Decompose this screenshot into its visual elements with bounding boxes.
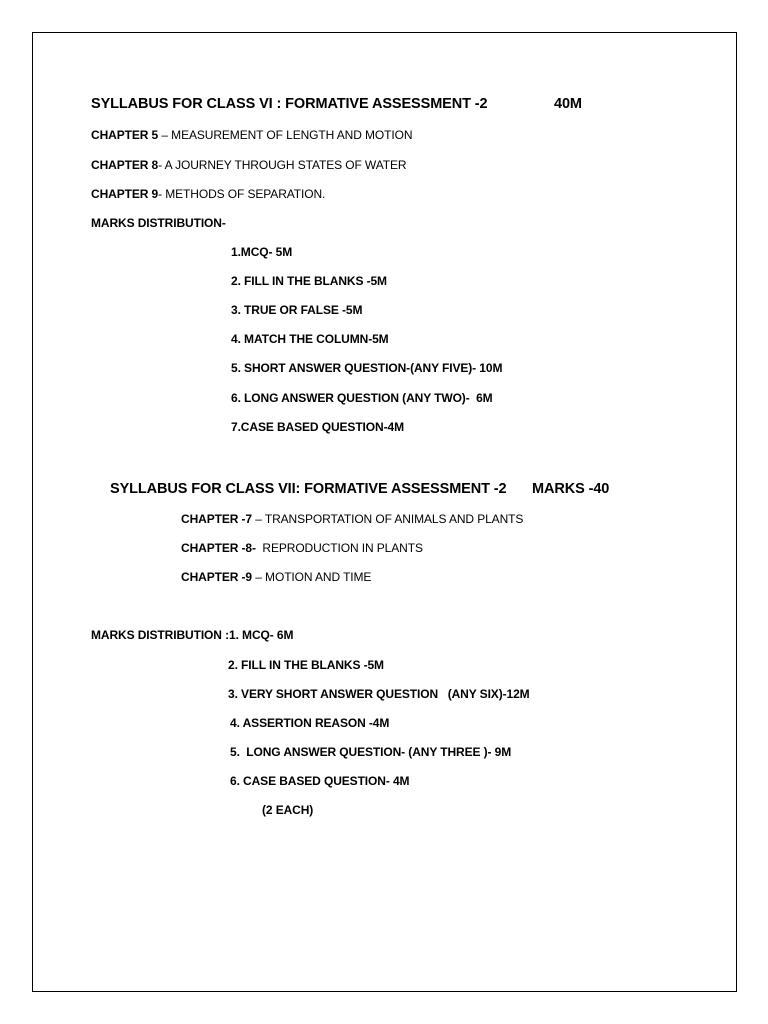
class7-marks-distribution-row: [91, 628, 293, 642]
class7-item-fill-blanks: 2. FILL IN THE BLANKS -5M: [228, 658, 384, 672]
class7-item-mcq: 1. MCQ- 6M: [229, 628, 294, 642]
chapter-title: – MOTION AND TIME: [252, 570, 372, 584]
class6-item-long-answer: 6. LONG ANSWER QUESTION (ANY TWO)- 6M: [231, 391, 493, 405]
class6-total-marks: 40M: [554, 96, 582, 112]
chapter-label: CHAPTER -7: [181, 512, 253, 526]
class6-chapter-9: [91, 187, 325, 201]
chapter-label: CHAPTER -9: [181, 570, 253, 584]
class7-item-long-answer: 5. LONG ANSWER QUESTION- (ANY THREE )- 9M: [230, 745, 512, 759]
chapter-title: - METHODS OF SEPARATION.: [158, 187, 326, 201]
class7-marks-distribution-label: MARKS DISTRIBUTION :: [91, 628, 229, 642]
class6-item-short-answer: 5. SHORT ANSWER QUESTION-(ANY FIVE)- 10M: [231, 361, 503, 375]
class6-item-true-false: 3. TRUE OR FALSE -5M: [231, 303, 363, 317]
chapter-title: - A JOURNEY THROUGH STATES OF WATER: [158, 158, 407, 172]
chapter-label: CHAPTER 9: [91, 187, 159, 201]
class6-chapter-8: [91, 158, 406, 172]
class7-item-assertion-reason: 4. ASSERTION REASON -4M: [230, 716, 390, 730]
class7-chapter-8: [181, 541, 423, 555]
class7-item-note: (2 EACH): [262, 803, 314, 817]
class6-title: SYLLABUS FOR CLASS VI : FORMATIVE ASSESSMENT -2: [91, 96, 488, 112]
chapter-label: CHAPTER 5: [91, 128, 159, 142]
class6-item-fill-blanks: 2. FILL IN THE BLANKS -5M: [231, 274, 387, 288]
class7-item-case-based: 6. CASE BASED QUESTION- 4M: [230, 774, 410, 788]
class7-total-marks: MARKS -40: [532, 481, 610, 497]
chapter-label: CHAPTER 8: [91, 158, 159, 172]
class7-title: SYLLABUS FOR CLASS VII: FORMATIVE ASSESSMENT -2: [110, 481, 507, 497]
chapter-title: – MEASUREMENT OF LENGTH AND MOTION: [158, 128, 413, 142]
chapter-title: – TRANSPORTATION OF ANIMALS AND PLANTS: [252, 512, 524, 526]
class6-chapter-5: [91, 128, 412, 142]
class6-marks-distribution-label: MARKS DISTRIBUTION-: [91, 216, 226, 230]
class6-item-match-column: 4. MATCH THE COLUMN-5M: [231, 332, 389, 346]
class7-chapter-9: [181, 570, 371, 584]
chapter-label: CHAPTER -8-: [181, 541, 256, 555]
class7-item-very-short-answer: 3. VERY SHORT ANSWER QUESTION (ANY SIX)-12M: [228, 687, 530, 701]
class6-item-mcq: 1.MCQ- 5M: [231, 245, 293, 259]
class7-chapter-7: [181, 512, 523, 526]
class6-item-case-based: 7.CASE BASED QUESTION-4M: [231, 420, 404, 434]
chapter-title: REPRODUCTION IN PLANTS: [255, 541, 423, 555]
